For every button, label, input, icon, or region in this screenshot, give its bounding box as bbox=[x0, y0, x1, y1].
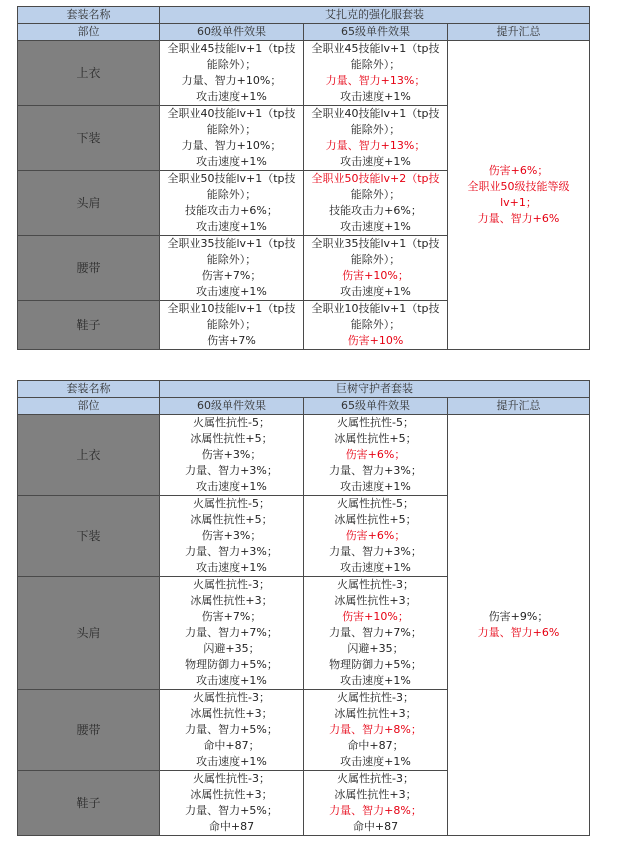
summary-effect bbox=[448, 41, 590, 350]
effect-line: 能除外）； bbox=[350, 318, 401, 331]
lv60-effect-header: 60级单件效果 bbox=[160, 398, 304, 415]
effect-line: 力量、智力+8%； bbox=[329, 723, 422, 736]
effect-line: 火属性抗性-3； bbox=[193, 578, 270, 591]
table-row bbox=[18, 415, 590, 496]
part-name: 头肩 bbox=[18, 577, 160, 690]
part-name: 上衣 bbox=[18, 415, 160, 496]
effect-line: 冰属性抗性+3； bbox=[334, 788, 417, 801]
effect-line: lv+1； bbox=[500, 196, 537, 209]
effect-line: 闪避+35； bbox=[347, 642, 404, 655]
effect-line: 攻击速度+1% bbox=[340, 561, 411, 574]
effect-line: 能除外）； bbox=[350, 58, 401, 71]
effect-line: 全职业45技能lv+1（tp技 bbox=[311, 42, 440, 55]
effect-line: 能除外）； bbox=[350, 188, 401, 201]
effect-line: 物理防御力+5%； bbox=[185, 658, 278, 671]
effect-line: 能除外）； bbox=[206, 253, 257, 266]
summary-header: 提升汇总 bbox=[448, 24, 590, 41]
set-table-isaac bbox=[17, 6, 590, 350]
effect-line: 命中+87 bbox=[352, 820, 399, 833]
effect-line: 伤害+3%； bbox=[201, 448, 262, 461]
effect-line: 伤害+7%； bbox=[201, 269, 262, 282]
effect-line: 全职业50技能lv+1（tp技 bbox=[167, 172, 296, 185]
effect-line: 全职业10技能lv+1（tp技 bbox=[311, 302, 440, 315]
set-name: 巨树守护者套装 bbox=[160, 381, 590, 398]
effect-line: 伤害+7%； bbox=[201, 610, 262, 623]
effect-line: 冰属性抗性+3； bbox=[190, 594, 273, 607]
effect-line: 火属性抗性-5； bbox=[337, 497, 414, 510]
summary-header: 提升汇总 bbox=[448, 398, 590, 415]
lv65-effect bbox=[304, 301, 448, 350]
effect-line: 火属性抗性-3； bbox=[337, 691, 414, 704]
effect-line: 火属性抗性-5； bbox=[337, 416, 414, 429]
effect-line: 攻击速度+1% bbox=[196, 220, 267, 233]
effect-line: 伤害+9%； bbox=[488, 610, 549, 623]
effect-line: 火属性抗性-3； bbox=[193, 691, 270, 704]
effect-line: 物理防御力+5%； bbox=[329, 658, 422, 671]
effect-line: 伤害+10%； bbox=[342, 610, 409, 623]
lv65-effect bbox=[304, 171, 448, 236]
effect-line: 能除外）； bbox=[206, 318, 257, 331]
lv65-effect bbox=[304, 106, 448, 171]
effect-line: 冰属性抗性+5； bbox=[334, 432, 417, 445]
effect-line: 冰属性抗性+3； bbox=[190, 707, 273, 720]
effect-line: 攻击速度+1% bbox=[340, 285, 411, 298]
lv60-effect bbox=[160, 771, 304, 836]
effect-line: 攻击速度+1% bbox=[340, 90, 411, 103]
effect-line: 冰属性抗性+5； bbox=[190, 513, 273, 526]
lv65-effect-header: 65级单件效果 bbox=[304, 24, 448, 41]
effect-line: 全职业35技能lv+1（tp技 bbox=[167, 237, 296, 250]
effect-line: 力量、智力+5%； bbox=[185, 804, 278, 817]
effect-line: 伤害+10% bbox=[347, 334, 404, 347]
lv65-effect bbox=[304, 415, 448, 496]
set-table-great-tree bbox=[17, 380, 590, 836]
lv60-effect bbox=[160, 690, 304, 771]
effect-line: 力量、智力+3%； bbox=[329, 545, 422, 558]
part-name: 下装 bbox=[18, 106, 160, 171]
lv60-effect bbox=[160, 106, 304, 171]
set-name: 艾扎克的强化服套装 bbox=[160, 7, 590, 24]
effect-line: 技能攻击力+6%； bbox=[329, 204, 422, 217]
effect-line: 攻击速度+1% bbox=[196, 155, 267, 168]
lv65-effect-header: 65级单件效果 bbox=[304, 398, 448, 415]
effect-line: 伤害+10%； bbox=[342, 269, 409, 282]
effect-line: 攻击速度+1% bbox=[196, 561, 267, 574]
effect-line: 火属性抗性-5； bbox=[193, 416, 270, 429]
lv60-effect bbox=[160, 41, 304, 106]
lv60-effect-header: 60级单件效果 bbox=[160, 24, 304, 41]
effect-line: 伤害+6%； bbox=[345, 529, 406, 542]
effect-line: 命中+87； bbox=[203, 739, 260, 752]
effect-line: 火属性抗性-3； bbox=[337, 578, 414, 591]
lv60-effect bbox=[160, 236, 304, 301]
effect-line: 能除外）； bbox=[350, 253, 401, 266]
lv65-effect bbox=[304, 496, 448, 577]
effect-line: 伤害+6%； bbox=[488, 164, 549, 177]
effect-line: 闪避+35； bbox=[203, 642, 260, 655]
lv65-effect bbox=[304, 577, 448, 690]
effect-line: 技能攻击力+6%； bbox=[185, 204, 278, 217]
effect-line: 能除外）； bbox=[206, 188, 257, 201]
effect-line: 力量、智力+10%； bbox=[181, 74, 282, 87]
effect-line: 力量、智力+3%； bbox=[185, 545, 278, 558]
effect-line: 能除外）； bbox=[206, 58, 257, 71]
lv60-effect bbox=[160, 415, 304, 496]
effect-line: 冰属性抗性+5； bbox=[334, 513, 417, 526]
lv65-effect bbox=[304, 236, 448, 301]
effect-line: 火属性抗性-5； bbox=[193, 497, 270, 510]
effect-line: 力量、智力+13%； bbox=[325, 74, 426, 87]
part-name: 头肩 bbox=[18, 171, 160, 236]
effect-line: 力量、智力+7%； bbox=[329, 626, 422, 639]
effect-line: 攻击速度+1% bbox=[340, 755, 411, 768]
lv60-effect bbox=[160, 577, 304, 690]
lv65-effect bbox=[304, 690, 448, 771]
effect-line: 命中+87； bbox=[347, 739, 404, 752]
effect-line: 冰属性抗性+3； bbox=[334, 707, 417, 720]
effect-line: 全职业40技能lv+1（tp技 bbox=[167, 107, 296, 120]
effect-line: 冰属性抗性+5； bbox=[190, 432, 273, 445]
effect-line: 伤害+3%； bbox=[201, 529, 262, 542]
part-name: 下装 bbox=[18, 496, 160, 577]
lv60-effect bbox=[160, 496, 304, 577]
effect-line: 攻击速度+1% bbox=[340, 220, 411, 233]
set-name-label: 套装名称 bbox=[18, 381, 160, 398]
effect-line: 冰属性抗性+3； bbox=[334, 594, 417, 607]
effect-line: 攻击速度+1% bbox=[340, 155, 411, 168]
effect-line: 全职业50技能lv+2（tp技 bbox=[311, 172, 440, 185]
part-header: 部位 bbox=[18, 398, 160, 415]
part-name: 鞋子 bbox=[18, 301, 160, 350]
effect-line: 能除外）； bbox=[350, 123, 401, 136]
effect-line: 火属性抗性-3； bbox=[337, 772, 414, 785]
part-name: 腰带 bbox=[18, 236, 160, 301]
lv60-effect bbox=[160, 301, 304, 350]
effect-line: 全职业35技能lv+1（tp技 bbox=[311, 237, 440, 250]
effect-line: 攻击速度+1% bbox=[196, 480, 267, 493]
effect-line: 力量、智力+3%； bbox=[185, 464, 278, 477]
part-name: 腰带 bbox=[18, 690, 160, 771]
part-name: 鞋子 bbox=[18, 771, 160, 836]
part-name: 上衣 bbox=[18, 41, 160, 106]
lv60-effect bbox=[160, 171, 304, 236]
effect-line: 全职业40技能lv+1（tp技 bbox=[311, 107, 440, 120]
effect-line: 冰属性抗性+3； bbox=[190, 788, 273, 801]
effect-line: 火属性抗性-3； bbox=[193, 772, 270, 785]
set-name-label: 套装名称 bbox=[18, 7, 160, 24]
effect-line: 攻击速度+1% bbox=[196, 90, 267, 103]
effect-line: 伤害+7% bbox=[207, 334, 256, 347]
effect-line: 力量、智力+5%； bbox=[185, 723, 278, 736]
effect-line: 伤害+6%； bbox=[345, 448, 406, 461]
effect-line: 力量、智力+6% bbox=[477, 626, 560, 639]
effect-line: 命中+87 bbox=[208, 820, 255, 833]
effect-line: 力量、智力+3%； bbox=[329, 464, 422, 477]
lv65-effect bbox=[304, 41, 448, 106]
effect-line: 攻击速度+1% bbox=[340, 480, 411, 493]
effect-line: 力量、智力+8%； bbox=[329, 804, 422, 817]
effect-line: 全职业45技能lv+1（tp技 bbox=[167, 42, 296, 55]
summary-effect bbox=[448, 415, 590, 836]
effect-line: 能除外）； bbox=[206, 123, 257, 136]
effect-line: 力量、智力+6% bbox=[477, 212, 560, 225]
lv65-effect bbox=[304, 771, 448, 836]
effect-line: 攻击速度+1% bbox=[196, 285, 267, 298]
effect-line: 攻击速度+1% bbox=[196, 674, 267, 687]
effect-line: 力量、智力+13%； bbox=[325, 139, 426, 152]
effect-line: 全职业50级技能等级 bbox=[467, 180, 570, 193]
table-row bbox=[18, 41, 590, 106]
effect-line: 力量、智力+7%； bbox=[185, 626, 278, 639]
part-header: 部位 bbox=[18, 24, 160, 41]
effect-line: 力量、智力+10%； bbox=[181, 139, 282, 152]
effect-line: 攻击速度+1% bbox=[340, 674, 411, 687]
effect-line: 全职业10技能lv+1（tp技 bbox=[167, 302, 296, 315]
effect-line: 攻击速度+1% bbox=[196, 755, 267, 768]
